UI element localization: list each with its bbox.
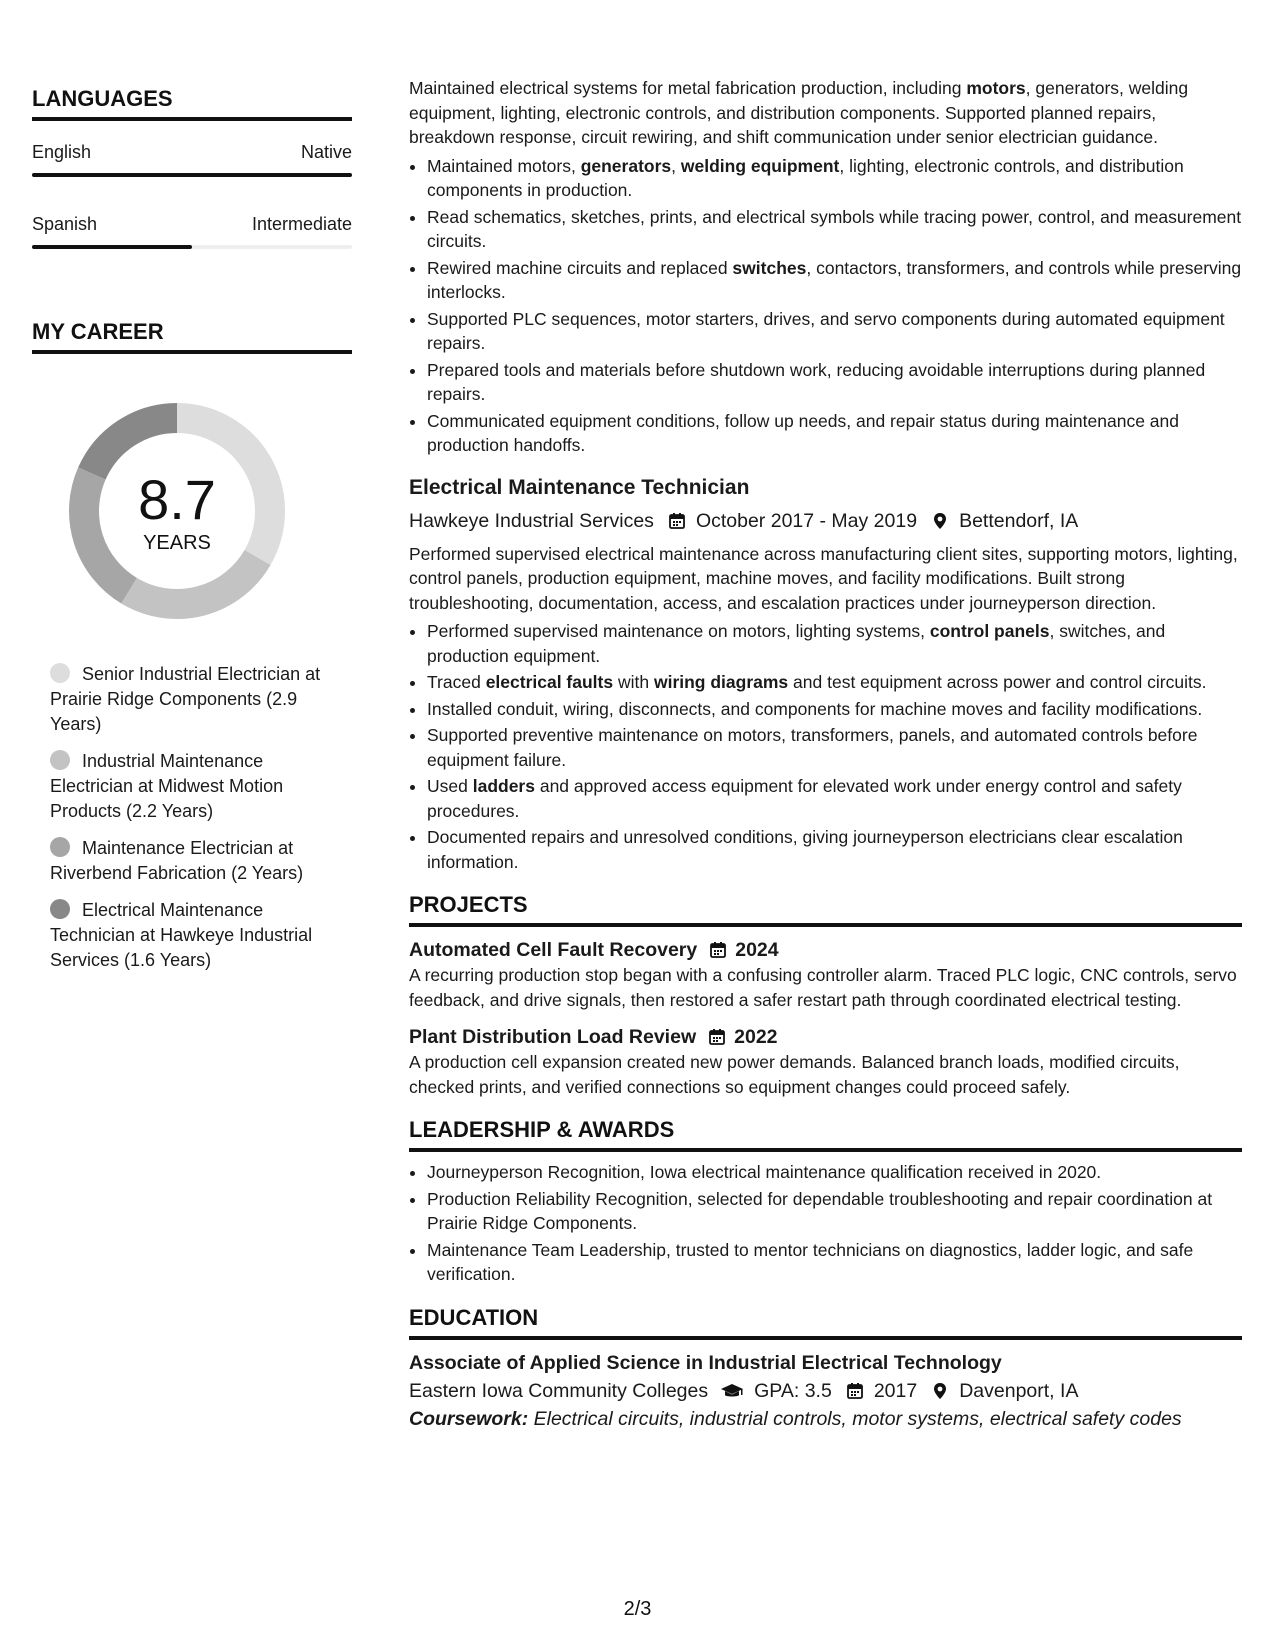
graduation-cap-icon — [720, 1382, 744, 1400]
legend-dot — [50, 837, 70, 857]
legend-item — [50, 836, 330, 886]
keyword: control panels — [929, 621, 1050, 641]
awards-section — [409, 1117, 1242, 1287]
bullet-item: • Read schematics, sketches, prints, and electrical symbols while tracing power, control, and measurement circuits. — [427, 205, 1242, 254]
language-name: English — [32, 142, 92, 162]
legend-item — [50, 662, 330, 737]
legend-label: Maintenance Electrician at Riverbend Fabrication (2 Years) — [50, 838, 304, 883]
text-run: Performed supervised maintenance on motors, lighting systems, — [427, 621, 930, 641]
keyword: switches — [732, 257, 807, 278]
calendar-icon — [708, 1028, 726, 1046]
language-level-bar — [32, 245, 352, 249]
legend-label: Electrical Maintenance Technician at Hawkeye Industrial Services (1.6 Years) — [50, 900, 313, 970]
bullet-item — [427, 619, 1242, 668]
language-level-fill — [32, 245, 192, 249]
company-name: Hawkeye Industrial Services — [409, 509, 654, 532]
education-title: EDUCATION — [409, 1305, 1242, 1340]
map-pin-icon — [931, 512, 949, 530]
map-pin-icon — [931, 1382, 949, 1400]
keyword: electrical faults — [485, 672, 614, 692]
project-year: 2022 — [734, 1026, 778, 1048]
bullet-item: • Supported preventive maintenance on motors, transformers, panels, and automated controls before equipment failure. — [427, 723, 1242, 772]
legend-label: Industrial Maintenance Electrician at Midwest Motion Products (2.2 Years) — [50, 751, 284, 821]
career-donut-chart — [62, 396, 292, 626]
keyword: ladders — [472, 776, 535, 796]
language-level: Native — [300, 142, 352, 162]
language-name: Spanish — [32, 214, 98, 234]
job-description — [409, 76, 1242, 150]
calendar-icon — [668, 512, 686, 530]
donut-center — [62, 396, 292, 626]
job-title: Electrical Maintenance Technician — [409, 475, 750, 499]
job-meta — [409, 508, 1242, 534]
career-section — [32, 319, 352, 973]
bullet-item: • Documented repairs and unresolved conditions, giving journeyperson electricians clear escalation information. — [427, 825, 1242, 874]
awards-list — [409, 1160, 1242, 1287]
project-entry — [409, 937, 1242, 1012]
language-level: Intermediate — [251, 214, 352, 234]
page-number: 2/3 — [623, 1598, 652, 1620]
education-section — [409, 1305, 1242, 1433]
projects-title: PROJECTS — [409, 892, 1242, 927]
legend-item — [50, 749, 330, 824]
text-run: with — [613, 672, 654, 692]
project-heading — [409, 1024, 1242, 1050]
project-title: Automated Cell Fault Recovery — [409, 939, 698, 961]
calendar-icon — [846, 1382, 864, 1400]
coursework — [409, 1406, 1242, 1433]
sidebar — [32, 86, 352, 985]
award-item: • Maintenance Team Leadership, trusted to mentor technicians on diagnostics, ladder logic, and safe verification. — [427, 1238, 1242, 1287]
previous-job-continued — [409, 76, 1242, 458]
coursework-text: Electrical circuits, industrial controls, motor systems, electrical safety codes — [533, 1407, 1182, 1430]
keyword: welding equipment — [680, 155, 840, 176]
project-entry — [409, 1024, 1242, 1099]
job-bullets — [409, 154, 1242, 458]
language-level-fill — [32, 173, 352, 177]
text-run: , generators, welding equipment, lighting, electronic controls, and distribution components. Supported planned repairs, breakdown response, circuit rewiring, and shift communication under senior electrician guidance. — [409, 78, 1189, 147]
gpa: GPA: 3.5 — [754, 1379, 832, 1402]
legend-dot — [50, 899, 70, 919]
legend-label: Senior Industrial Electrician at Prairie Ridge Components (2.9 Years) — [50, 664, 321, 734]
degree-title: Associate of Applied Science in Industrial Electrical Technology — [409, 1351, 1002, 1374]
bullet-item — [427, 774, 1242, 823]
bullet-item: • Supported PLC sequences, motor starters, drives, and servo components during automated equipment repairs. — [427, 307, 1242, 356]
legend-item — [50, 898, 330, 973]
text-run: Used — [427, 776, 473, 796]
job-entry — [409, 474, 1242, 875]
project-description: A production cell expansion created new power demands. Balanced branch loads, modified circuits, checked prints, and verified connections so equipment changes could proceed safely. — [409, 1052, 1180, 1097]
education-meta — [409, 1378, 1242, 1404]
school-location: Davenport, IA — [959, 1379, 1079, 1402]
project-title: Plant Distribution Load Review — [409, 1026, 697, 1048]
keyword: generators — [580, 155, 672, 176]
legend-dot — [50, 663, 70, 683]
calendar-icon — [709, 941, 727, 959]
school-name: Eastern Iowa Community Colleges — [409, 1379, 709, 1402]
job-location: Bettendorf, IA — [959, 509, 1079, 532]
project-heading — [409, 937, 1242, 963]
award-item: • Production Reliability Recognition, selected for dependable troubleshooting and repair coordination at Prairie Ridge Components. — [427, 1187, 1242, 1236]
text-run: , lighting, electronic controls, and distribution components in production. — [427, 155, 1184, 200]
job-bullets — [409, 619, 1242, 874]
language-level-bar — [32, 173, 352, 177]
career-total-years: 8.7 — [138, 468, 216, 531]
text-run: , contactors, transformers, and controls while preserving interlocks. — [427, 257, 1242, 302]
language-item — [32, 141, 352, 177]
text-run: Maintained electrical systems for metal fabrication production, including — [409, 78, 967, 98]
languages-section — [32, 86, 352, 249]
languages-title: LANGUAGES — [32, 86, 352, 121]
keyword: wiring diagrams — [653, 672, 789, 692]
awards-title: LEADERSHIP & AWARDS — [409, 1117, 1242, 1152]
job-description: Performed supervised electrical maintenance across manufacturing client sites, supporting motors, lighting, control panels, production equipment, machine moves, and facility modifications. Built strong troubleshooting, documentation, access, and escalation practices under journeyperson direction. — [409, 543, 1238, 613]
career-legend — [50, 662, 330, 973]
text-run: Rewired machine circuits and replaced — [427, 257, 733, 278]
project-year: 2024 — [735, 939, 779, 961]
bullet-item — [427, 670, 1242, 695]
career-years-unit: YEARS — [143, 532, 211, 554]
text-run: and test equipment across power and control circuits. — [788, 672, 1207, 692]
projects-section — [409, 892, 1242, 1099]
career-title: MY CAREER — [32, 319, 352, 354]
bullet-item: • Prepared tools and materials before shutdown work, reducing avoidable interruptions during planned repairs. — [427, 358, 1242, 407]
keyword: motors — [966, 78, 1026, 98]
award-item: • Journeyperson Recognition, Iowa electrical maintenance qualification received in 2020. — [427, 1160, 1242, 1185]
bullet-item: • Communicated equipment conditions, follow up needs, and repair status during maintenance and production handoffs. — [427, 409, 1242, 458]
text-run: , switches, and production equipment. — [427, 621, 1166, 666]
text-run: and approved access equipment for elevated work under energy control and safety procedures. — [427, 776, 1182, 821]
text-run: Traced — [427, 672, 486, 692]
text-run: Maintained motors, — [427, 155, 581, 176]
project-description: A recurring production stop began with a confusing controller alarm. Traced PLC logic, CNC controls, servo feedback, and drive signals, then restored a safer restart path through coordinated electrical testing. — [409, 965, 1237, 1010]
graduation-year: 2017 — [873, 1379, 918, 1402]
bullet-item — [427, 154, 1242, 203]
bullet-item: • Installed conduit, wiring, disconnects, and components for machine moves and facility modifications. — [427, 697, 1242, 722]
coursework-label: Coursework: — [409, 1407, 529, 1430]
language-item — [32, 213, 352, 249]
legend-dot — [50, 750, 70, 770]
main-content — [409, 76, 1242, 1433]
text-run: , — [671, 155, 681, 176]
bullet-item — [427, 256, 1242, 305]
job-dates: October 2017 - May 2019 — [695, 509, 918, 532]
